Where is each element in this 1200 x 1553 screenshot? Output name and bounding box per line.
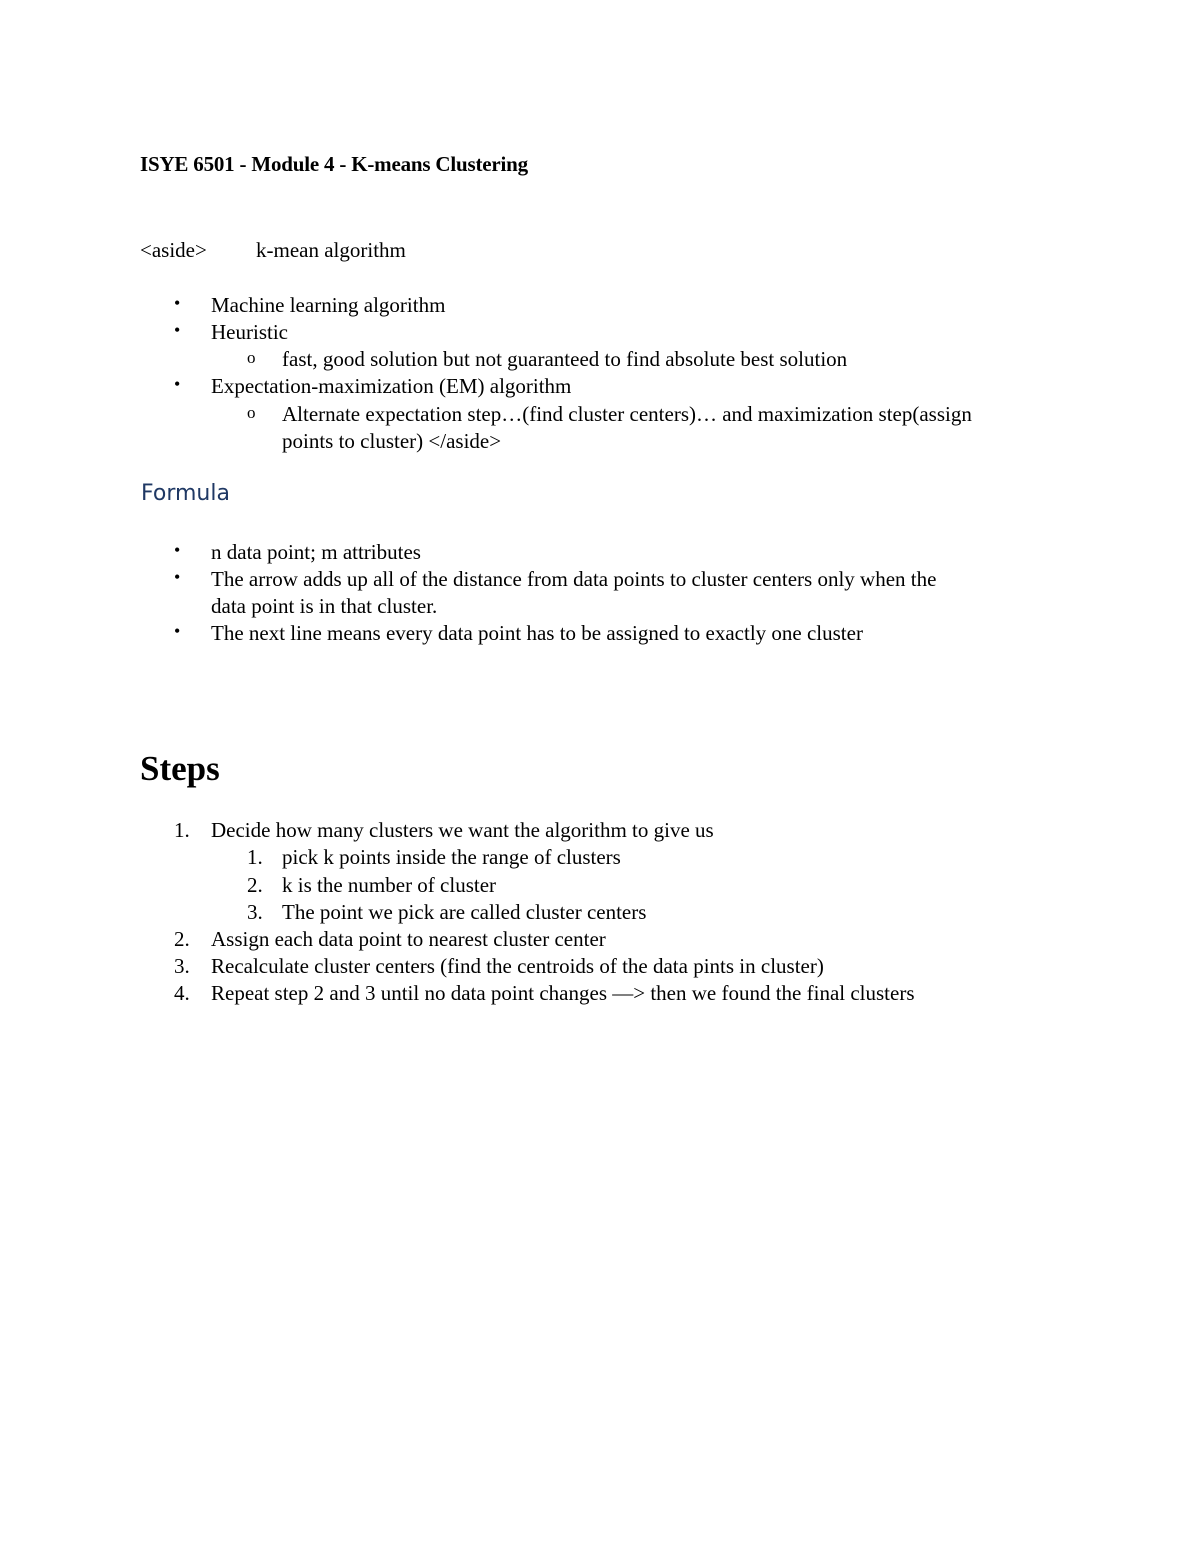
list-item-continuation: points to cluster) </aside> bbox=[282, 429, 502, 453]
substep-item: pick k points inside the range of clusters bbox=[282, 845, 621, 869]
list-item-continuation: data point is in that cluster. bbox=[211, 594, 438, 618]
aside-open-tag: <aside> bbox=[140, 238, 207, 262]
bullet-icon: • bbox=[174, 621, 181, 641]
list-item: The next line means every data point has to be assigned to exactly one cluster bbox=[211, 621, 863, 645]
bullet-icon: • bbox=[174, 293, 181, 313]
bullet-icon: • bbox=[174, 374, 181, 394]
list-item: Expectation-maximization (EM) algorithm bbox=[211, 374, 572, 398]
list-item: Alternate expectation step…(find cluster centers)… and maximization step(assign bbox=[282, 402, 972, 426]
sub-bullet-icon: o bbox=[247, 403, 256, 422]
substep-item: The point we pick are called cluster centers bbox=[282, 900, 647, 924]
list-item: The arrow adds up all of the distance from data points to cluster centers only when the bbox=[211, 567, 937, 591]
substep-number: 1. bbox=[247, 845, 263, 869]
bullet-icon: • bbox=[174, 540, 181, 560]
list-item: Heuristic bbox=[211, 320, 288, 344]
bullet-icon: • bbox=[174, 320, 181, 340]
list-item: n data point; m attributes bbox=[211, 540, 421, 564]
step-number: 3. bbox=[174, 954, 190, 978]
steps-heading: Steps bbox=[140, 749, 220, 788]
step-item: Repeat step 2 and 3 until no data point changes —> then we found the final clusters bbox=[211, 981, 915, 1005]
substep-item: k is the number of cluster bbox=[282, 873, 497, 897]
step-number: 2. bbox=[174, 927, 190, 951]
sub-bullet-icon: o bbox=[247, 348, 256, 367]
step-number: 4. bbox=[174, 981, 190, 1005]
substep-number: 3. bbox=[247, 900, 263, 924]
aside-label: k-mean algorithm bbox=[256, 238, 406, 262]
step-item: Recalculate cluster centers (find the centroids of the data pints in cluster) bbox=[211, 954, 824, 978]
step-item: Decide how many clusters we want the algorithm to give us bbox=[211, 818, 714, 842]
list-item: Machine learning algorithm bbox=[211, 293, 446, 317]
step-item: Assign each data point to nearest cluster center bbox=[211, 927, 606, 951]
formula-heading: Formula bbox=[141, 481, 230, 506]
step-number: 1. bbox=[174, 818, 190, 842]
substep-number: 2. bbox=[247, 873, 263, 897]
bullet-icon: • bbox=[174, 567, 181, 587]
list-item: fast, good solution but not guaranteed to find absolute best solution bbox=[282, 347, 848, 371]
document-title: ISYE 6501 - Module 4 - K-means Clustering bbox=[140, 152, 528, 176]
